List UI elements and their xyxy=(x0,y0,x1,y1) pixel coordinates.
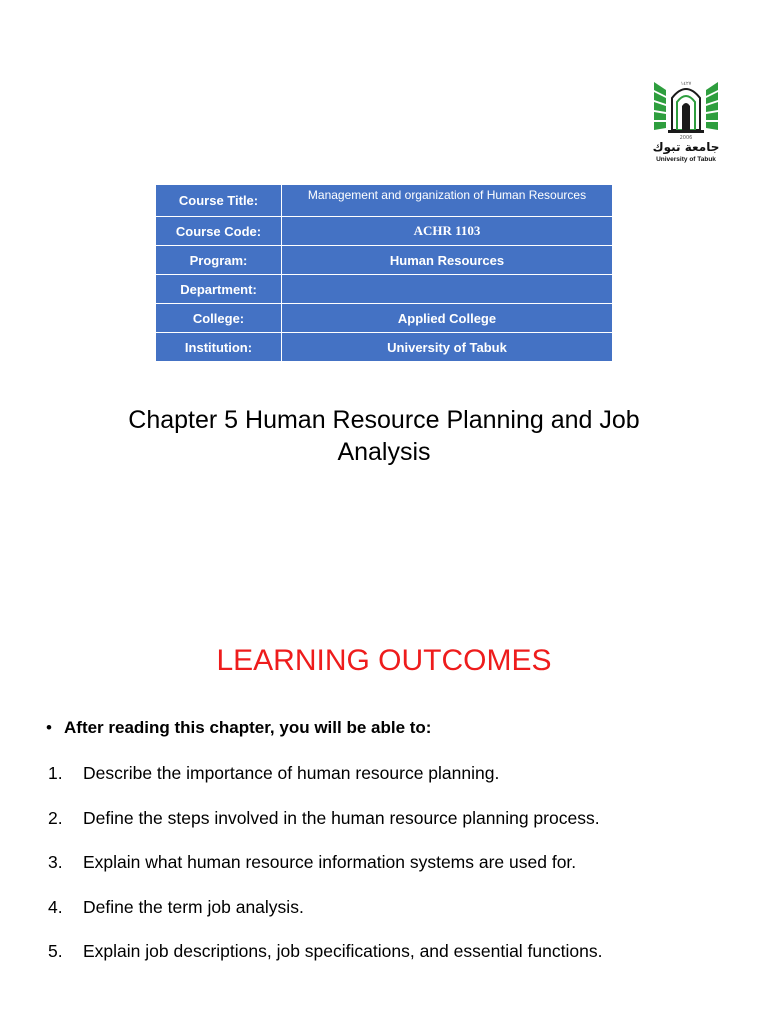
list-item xyxy=(48,849,602,894)
list-item-number: 1. xyxy=(48,763,63,783)
chapter-title-line-1: Chapter 5 Human Resource Planning and Job xyxy=(128,406,640,434)
list-item-number: 3. xyxy=(48,852,63,872)
list-item-number: 2. xyxy=(48,807,63,828)
logo-english-name: University of Tabuk xyxy=(656,156,716,163)
course-info-table xyxy=(155,184,613,362)
list-item-text: Explain what human resource information systems are used for. xyxy=(83,852,577,872)
college-value: Applied College xyxy=(282,304,613,333)
list-item xyxy=(48,760,602,805)
learning-outcomes-intro xyxy=(46,718,431,738)
institution-label: Institution: xyxy=(156,333,282,362)
list-item-text: Explain job descriptions, job specifications, and essential functions. xyxy=(83,941,603,961)
university-logo xyxy=(648,76,724,168)
course-title-value: Management and organization of Human Resources xyxy=(282,185,613,217)
list-item-text: Define the term job analysis. xyxy=(83,896,304,917)
list-item-number: 4. xyxy=(48,896,63,917)
table-row xyxy=(156,333,613,362)
list-item xyxy=(48,894,602,939)
department-label: Department: xyxy=(156,275,282,304)
list-item-number: 5. xyxy=(48,941,63,961)
logo-arabic-name: جامعة تبوك xyxy=(652,140,720,154)
table-row xyxy=(156,246,613,275)
list-item-text: Describe the importance of human resource planning. xyxy=(83,763,500,783)
list-item xyxy=(48,805,602,850)
college-label: College: xyxy=(156,304,282,333)
svg-text:2006: 2006 xyxy=(679,135,693,140)
program-label: Program: xyxy=(156,246,282,275)
list-item-text: Define the steps involved in the human resource planning process. xyxy=(83,807,600,828)
bullet-icon: • xyxy=(46,718,52,737)
table-row xyxy=(156,217,613,246)
svg-text:١٤٢٧: ١٤٢٧ xyxy=(680,81,692,87)
chapter-title-line-2: Analysis xyxy=(337,438,431,466)
learning-outcomes-heading: LEARNING OUTCOMES xyxy=(216,644,552,677)
institution-value: University of Tabuk xyxy=(282,333,613,362)
list-item xyxy=(48,938,602,983)
learning-outcomes-list xyxy=(48,760,602,983)
course-code-value: ACHR 1103 xyxy=(282,217,613,246)
university-emblem-icon xyxy=(652,76,720,140)
intro-text: After reading this chapter, you will be able to: xyxy=(64,718,432,737)
table-row xyxy=(156,304,613,333)
chapter-title xyxy=(84,404,684,468)
course-code-label: Course Code: xyxy=(156,217,282,246)
program-value: Human Resources xyxy=(282,246,613,275)
department-value xyxy=(282,275,613,304)
table-row xyxy=(156,185,613,217)
course-title-label: Course Title: xyxy=(156,185,282,217)
table-row xyxy=(156,275,613,304)
